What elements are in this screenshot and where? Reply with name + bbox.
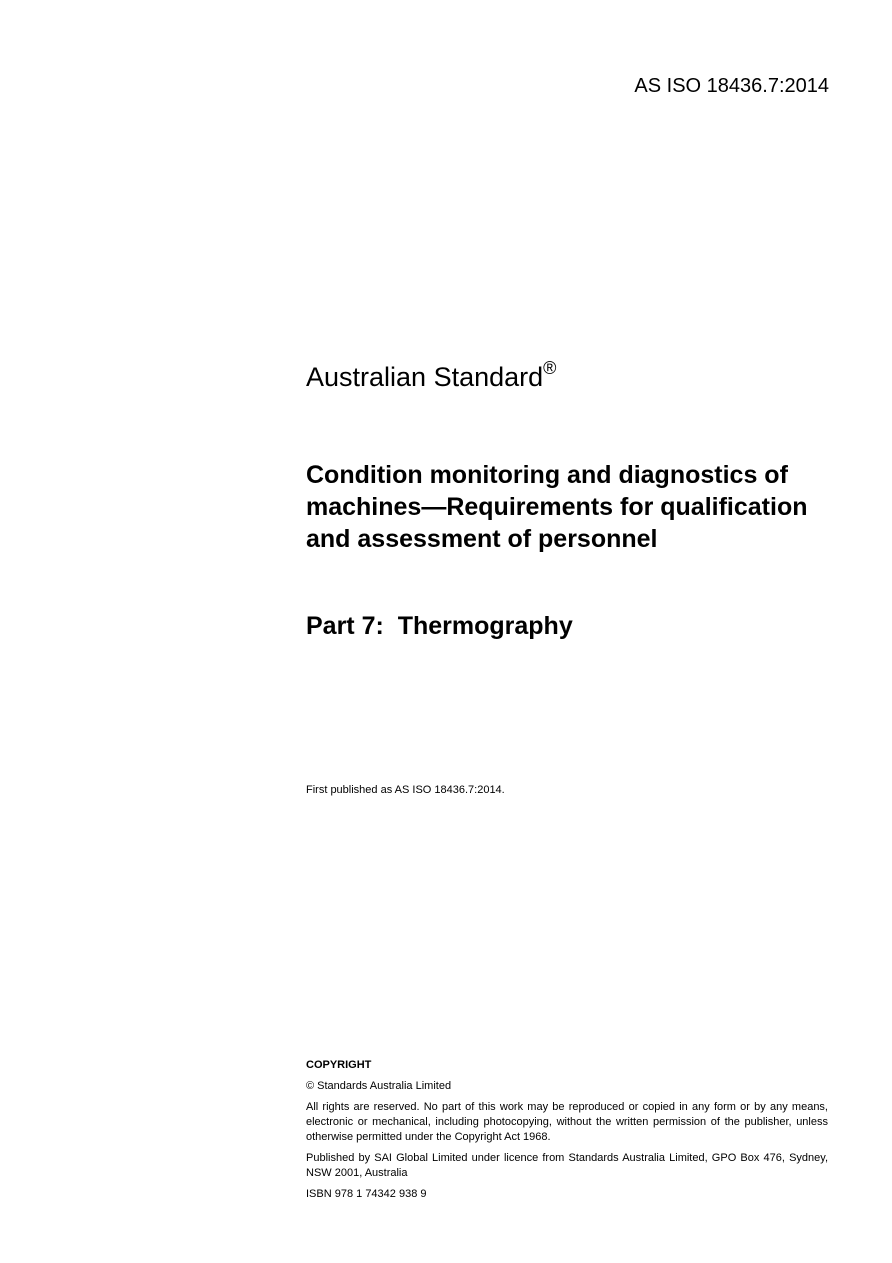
- rights-statement: All rights are reserved. No part of this work may be reproduced or copied in any form or by any means, electronic or mechanical, including photocopying, without the written permission of the publisher, unless otherwise permitted under the Copyright Act 1968.: [306, 1101, 828, 1143]
- isbn: ISBN 978 1 74342 938 9: [306, 1188, 427, 1200]
- first-published-note: First published as AS ISO 18436.7:2014.: [306, 784, 505, 796]
- part-title: Part 7: Thermography: [306, 612, 573, 640]
- brand-name: Australian Standard: [306, 362, 544, 392]
- registered-mark: ®: [543, 358, 557, 378]
- copyright-owner: © Standards Australia Limited: [306, 1080, 452, 1092]
- standard-title: Condition monitoring and diagnostics of machines—Requirements for qualification and assessment of personnel: [306, 461, 808, 553]
- copyright-heading: COPYRIGHT: [306, 1059, 372, 1071]
- australian-standard-brand: [306, 360, 828, 394]
- publisher-statement: Published by SAI Global Limited under licence from Standards Australia Limited, GPO Box 476, Sydney, NSW 2001, Australia: [306, 1152, 828, 1179]
- copyright-block: [306, 1058, 828, 1208]
- document-number: AS ISO 18436.7:2014: [634, 75, 829, 97]
